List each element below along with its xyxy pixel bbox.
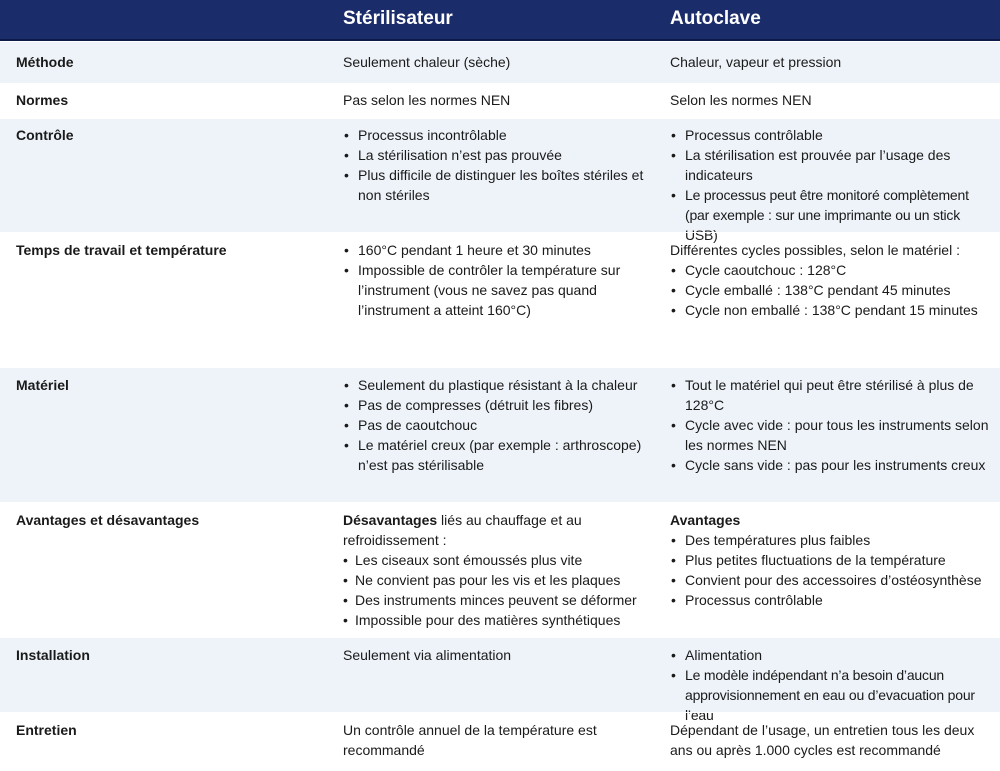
list-item: • Le processus peut être monitoré complètement (par exemple : sur une imprimante ou un stick USB) [670,185,995,245]
cell-autoclave [670,125,995,245]
list-item: • Convient pour des accessoires d’ostéosynthèse [670,570,995,590]
column-header-sterilisateur: Stérilisateur [343,8,453,29]
list-item: • Des instruments minces peuvent se déformer [343,590,648,610]
list-item: • 160°C pendant 1 heure et 30 minutes [343,240,648,260]
cell-sterilisateur: Pas selon les normes NEN [343,92,511,108]
bullet-list [343,375,648,475]
bullet-list [670,375,995,475]
list-item: • La stérilisation n’est pas prouvée [343,145,648,165]
bullet-list [343,240,648,320]
cell-sterilisateur [343,125,648,205]
list-item: • Seulement du plastique résistant à la chaleur [343,375,648,395]
table-header [0,0,1000,41]
bullet-list [670,125,995,245]
intro-rest: liés au chauffage et au refroidissement : [343,512,582,548]
bullet-list [670,530,995,610]
list-item: • Pas de caoutchouc [343,415,648,435]
cell-autoclave [670,375,995,475]
list-item: • La stérilisation est prouvée par l’usage des indicateurs [670,145,995,185]
list-item: • Cycle avec vide : pour tous les instruments selon les normes NEN [670,415,995,455]
cell-intro: Avantages [670,512,741,528]
column-header-autoclave: Autoclave [670,8,761,29]
row-methode [0,41,1000,83]
cell-autoclave: Selon les normes NEN [670,92,812,108]
row-normes [0,83,1000,118]
list-item: • Plus petites fluctuations de la température [670,550,995,570]
cell-sterilisateur: Un contrôle annuel de la température est recommandé [343,722,597,758]
row-label: Contrôle [16,127,74,143]
list-item: • Des températures plus faibles [670,530,995,550]
cell-sterilisateur: Seulement via alimentation [343,647,512,663]
cell-sterilisateur [343,375,648,475]
row-label: Normes [16,92,69,108]
row-label: Avantages et désavantages [16,512,200,528]
cell-autoclave: Dépendant de l’usage, un entretien tous les deux ans ou après 1.000 cycles est recommandé [670,722,975,758]
list-item: • Processus incontrôlable [343,125,648,145]
list-item: • Cycle emballé : 138°C pendant 45 minutes [670,280,995,300]
cell-autoclave [670,240,995,320]
row-label: Temps de travail et température [16,242,227,258]
list-item: • Cycle sans vide : pas pour les instruments creux [670,455,995,475]
list-item: • Ne convient pas pour les vis et les plaques [343,570,648,590]
row-label: Entretien [16,722,77,738]
row-entretien [0,712,1000,771]
row-label: Matériel [16,377,69,393]
row-avantages [0,502,1000,637]
row-materiel [0,367,1000,502]
row-installation [0,637,1000,723]
row-label: Installation [16,647,90,663]
list-item: • Plus difficile de distinguer les boîtes stériles et non stériles [343,165,648,205]
list-item: • Le matériel creux (par exemple : arthroscope) n’est pas stérilisable [343,435,648,475]
list-item: • Les ciseaux sont émoussés plus vite [343,550,648,570]
list-item: • Processus contrôlable [670,125,995,145]
list-item: • Tout le matériel qui peut être stérilisé à plus de 128°C [670,375,995,415]
list-item: • Cycle non emballé : 138°C pendant 15 minutes [670,300,995,320]
list-item: • Processus contrôlable [670,590,995,610]
row-label: Méthode [16,54,74,70]
cell-intro [343,510,648,550]
cell-sterilisateur [343,510,648,630]
intro-bold: Désavantages [343,512,438,528]
row-temps-de-travail [0,232,1000,367]
list-item: • Alimentation [670,645,995,665]
bullet-list [670,260,995,320]
cell-sterilisateur: Seulement chaleur (sèche) [343,54,511,70]
bullet-list [343,550,648,630]
list-item: • Le modèle indépendant n’a besoin d’aucun approvisionnement en eau ou d’evacuation pour l’eau [670,665,995,725]
cell-sterilisateur [343,240,648,320]
row-controle [0,118,1000,243]
list-item: • Pas de compresses (détruit les fibres) [343,395,648,415]
list-item: • Cycle caoutchouc : 128°C [670,260,995,280]
list-item: • Impossible de contrôler la température sur l’instrument (vous ne savez pas quand l’instrument a atteint 160°C) [343,260,648,320]
cell-autoclave [670,510,995,610]
cell-intro: Différentes cycles possibles, selon le matériel : [670,242,960,258]
list-item: • Impossible pour des matières synthétiques [343,610,648,630]
bullet-list [343,125,648,205]
cell-autoclave: Chaleur, vapeur et pression [670,54,842,70]
